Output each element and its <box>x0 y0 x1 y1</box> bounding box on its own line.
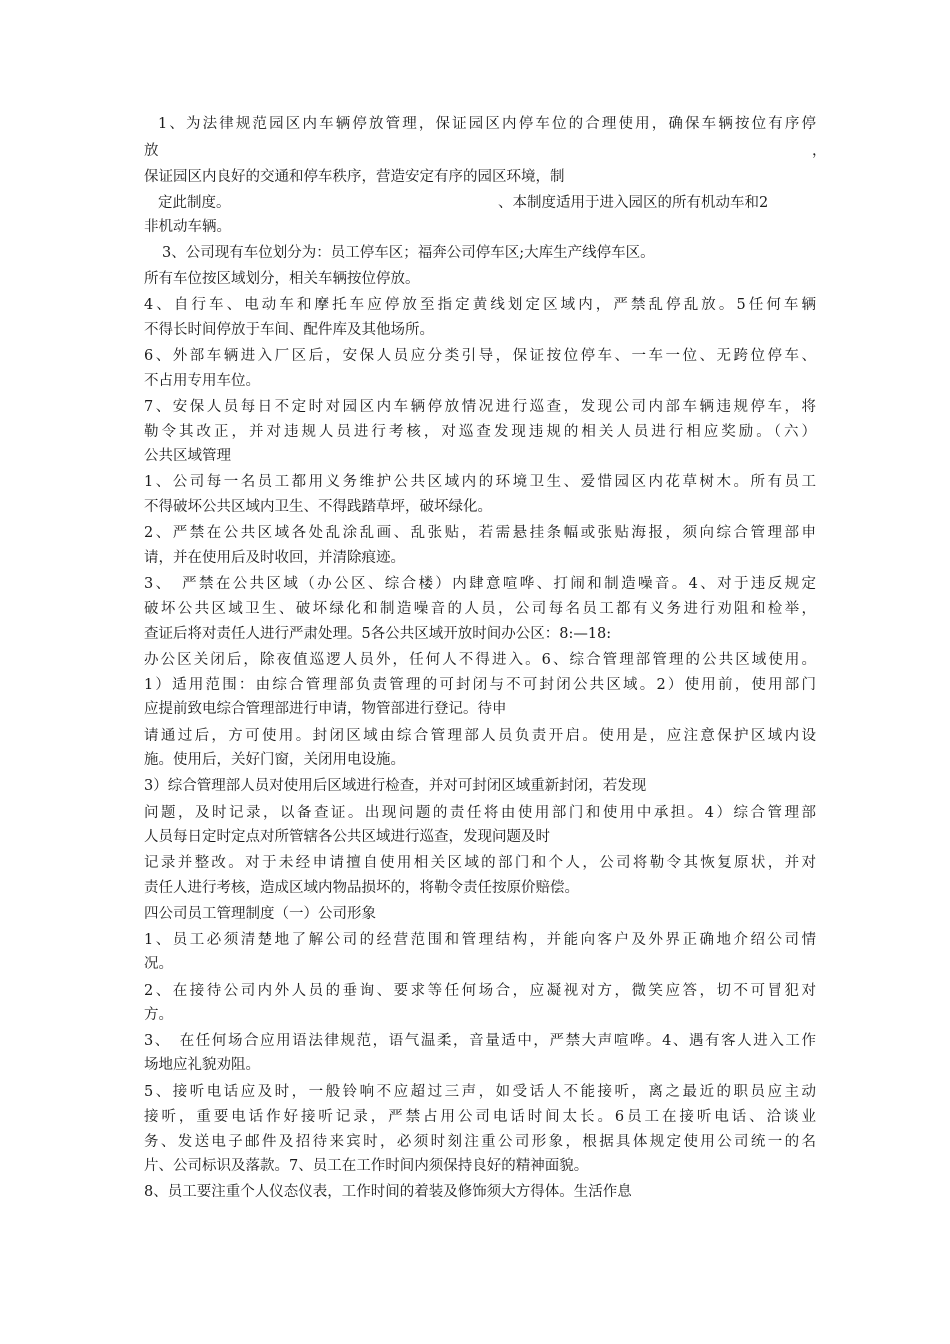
text-line: 5、接听电话应及时，一般铃响不应超过三声，如受话人不能接听，离之最近的职员应主动 <box>144 1084 816 1100</box>
text-line: 放 <box>144 143 159 159</box>
text-line: 2、在接待公司内外人员的垂询、要求等任何场合，应凝视对方，微笑应答，切不可冒犯对 <box>144 983 816 999</box>
text-line: 2、严禁在公共区域各处乱涂乱画、乱张贴，若需悬挂条幅或张贴海报，须向综合管理部申 <box>144 525 816 541</box>
text-line: 勒令其改正，并对违规人员进行考核，对巡查发现违规的相关人员进行相应奖励。（六） <box>144 424 816 440</box>
text-line: 所有车位按区域划分，相关车辆按位停放。 <box>144 271 420 287</box>
text-line: 1、为法律规范园区内车辆停放管理，保证园区内停车位的合理使用，确保车辆按位有序停 <box>158 116 816 132</box>
text-line: 3、 严禁在公共区域（办公区、综合楼）内肆意喧哗、打闹和制造噪音。4、对于违反规定 <box>144 576 816 592</box>
text-line: 3）综合管理部人员对使用后区域进行检查，并对可封闭区域重新封闭，若发现 <box>144 778 647 794</box>
text-line: 7、安保人员每日不定时对园区内车辆停放情况进行巡查，发现公司内部车辆违规停车，将 <box>144 399 816 415</box>
text-line: 保证园区内良好的交通和停车秩序，营造安定有序的园区环境，制 <box>144 169 565 185</box>
text-line: 记录并整改。对于未经申请擅自使用相关区域的部门和个人，公司将勒令其恢复原状，并对 <box>144 855 816 871</box>
text-line: 责任人进行考核，造成区域内物品损坏的，将勒令责任按原价赔偿。 <box>144 880 579 896</box>
text-line: 8、员工要注重个人仪态仪表，工作时间的着装及修饰须大方得体。生活作息 <box>144 1184 632 1200</box>
text-line: 公共区域管理 <box>144 448 231 464</box>
text-line: 1、公司每一名员工都用义务维护公共区域内的环境卫生、爱惜园区内花草树木。所有员工 <box>144 474 816 490</box>
text-line: 方。 <box>144 1007 173 1023</box>
text-line: 破坏公共区域卫生、破坏绿化和制造噪音的人员，公司每名员工都有义务进行劝阻和检举， <box>144 601 816 617</box>
text-line: 应提前致电综合管理部进行申请，物管部进行登记。待申 <box>144 701 507 717</box>
text-line: ， <box>812 143 827 159</box>
text-line: 请，并在使用后及时收回，并清除痕迹。 <box>144 550 405 566</box>
text-line: 1）适用范围：由综合管理部负责管理的可封闭与不可封闭公共区域。2）使用前，使用部门 <box>144 677 816 693</box>
text-line: 4、自行车、电动车和摩托车应停放至指定黄线划定区域内，严禁乱停乱放。5任何车辆 <box>144 297 816 313</box>
text-line: 四公司员工管理制度（一）公司形象 <box>144 906 376 922</box>
text-line: 不得破坏公共区域内卫生、不得践踏草坪，破坏绿化。 <box>144 499 492 515</box>
text-line: 定此制度。 <box>158 195 231 211</box>
text-line: 人员每日定时定点对所管辖各公共区域进行巡查，发现问题及时 <box>144 829 550 845</box>
text-line: 请通过后，方可使用。封闭区域由综合管理部人员负责开启。使用是，应注意保护区域内设 <box>144 728 816 744</box>
text-line: 查证后将对责任人进行严肃处理。5各公共区域开放时间办公区：8:—18: <box>144 626 612 642</box>
text-line: 不得长时间停放于车间、配件库及其他场所。 <box>144 322 434 338</box>
text-line: 非机动车辆。 <box>144 219 231 235</box>
text-line: 施。使用后，关好门窗，关闭用电设施。 <box>144 752 405 768</box>
text-line: 、本制度适用于进入园区的所有机动车和2 <box>498 195 769 211</box>
text-line: 不占用专用车位。 <box>144 373 260 389</box>
text-line: 办公区关闭后，除夜值巡逻人员外，任何人不得进入。6、综合管理部管理的公共区域使用。 <box>144 652 816 668</box>
text-line: 况。 <box>144 956 173 972</box>
text-line: 1、员工必须清楚地了解公司的经营范围和管理结构，并能向客户及外界正确地介绍公司情 <box>144 932 816 948</box>
text-line: 场地应礼貌劝阻。 <box>144 1057 260 1073</box>
text-line: 6、外部车辆进入厂区后，安保人员应分类引导，保证按位停车、一车一位、无跨位停车、 <box>144 348 816 364</box>
text-line: 3、 在任何场合应用语法律规范，语气温柔，音量适中，严禁大声喧哗。4、遇有客人进入工作 <box>144 1033 816 1049</box>
text-line: 3、公司现有车位划分为：员工停车区；福奔公司停车区;大库生产线停车区。 <box>162 245 655 261</box>
text-line: 问题，及时记录，以备查证。出现问题的责任将由使用部门和使用中承担。4）综合管理部 <box>144 805 816 821</box>
text-line: 务、发送电子邮件及招待来宾时，必须时刻注重公司形象，根据具体规定使用公司统一的名 <box>144 1134 816 1150</box>
text-line: 接听，重要电话作好接听记录，严禁占用公司电话时间太长。6员工在接听电话、洽谈业 <box>144 1109 816 1125</box>
text-line: 片、公司标识及落款。7、员工在工作时间内须保持良好的精神面貌。 <box>144 1158 589 1174</box>
